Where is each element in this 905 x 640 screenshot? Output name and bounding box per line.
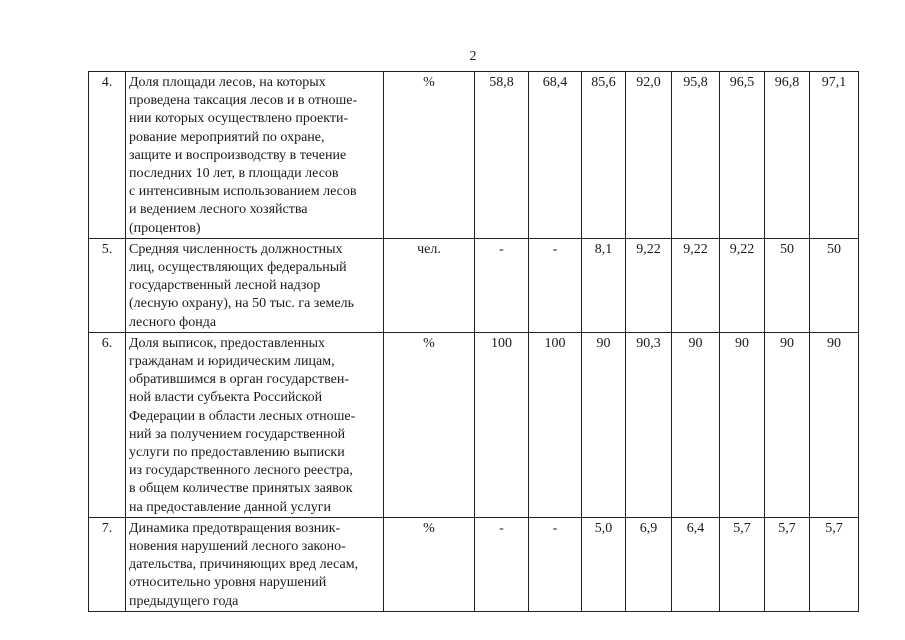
indicator-name-line: ний за получением государственной	[129, 426, 346, 442]
indicator-name	[126, 72, 384, 239]
value-cell: 9,22	[720, 238, 765, 332]
value-cell: 5,7	[720, 517, 765, 611]
indicator-name-line: предыдущего года	[129, 593, 239, 609]
indicator-name	[126, 238, 384, 332]
value-cell: 6,9	[626, 517, 672, 611]
indicator-name-line: (лесную охрану), на 50 тыс. га земель	[129, 296, 354, 312]
table-row	[89, 517, 859, 611]
value-cell: 90	[582, 332, 626, 517]
value-cell: 8,1	[582, 238, 626, 332]
indicator-name-line: Доля площади лесов, на которых	[129, 75, 326, 90]
indicator-name-line: в общем количестве принятых заявок	[129, 481, 353, 497]
value-cell: 96,5	[720, 72, 765, 239]
row-number: 5.	[89, 238, 126, 332]
value-cell: -	[475, 238, 529, 332]
table-row	[89, 72, 859, 239]
indicator-name	[126, 517, 384, 611]
indicator-name-line: государственный лесной надзор	[129, 278, 321, 294]
indicator-name-line: с интенсивным использованием лесов	[129, 184, 357, 200]
indicator-name-line: защите и воспроизводству в течение	[129, 147, 347, 163]
indicator-name-line: обратившимся в орган государствен-	[129, 372, 349, 388]
value-cell: 58,8	[475, 72, 529, 239]
value-cell: -	[529, 517, 582, 611]
row-number: 4.	[89, 72, 126, 239]
indicator-name-line: гражданам и юридическим лицам,	[129, 354, 335, 370]
indicator-name-line: дательства, причиняющих вред лесам,	[129, 557, 359, 573]
value-cell: 85,6	[582, 72, 626, 239]
value-cell: 96,8	[765, 72, 810, 239]
indicator-name-line: новения нарушений лесного законо-	[129, 539, 346, 555]
value-cell: -	[529, 238, 582, 332]
indicator-name-line: проведена таксация лесов и в отноше-	[129, 93, 358, 109]
row-number: 7.	[89, 517, 126, 611]
indicator-name-line: Доля выписок, предоставленных	[129, 335, 326, 351]
value-cell: 9,22	[626, 238, 672, 332]
indicator-name-line: нии которых осуществлено проекти-	[129, 111, 349, 127]
indicator-name-line: на предоставление данной услуги	[129, 499, 331, 515]
value-cell: 6,4	[672, 517, 720, 611]
table-row	[89, 238, 859, 332]
page-number: 2	[469, 49, 477, 64]
indicator-name-line: Федерации в области лесных отноше-	[129, 408, 356, 424]
value-cell: 5,7	[810, 517, 859, 611]
indicator-name	[126, 332, 384, 517]
indicator-name-line: Динамика предотвращения возник-	[129, 520, 341, 536]
value-cell: 68,4	[529, 72, 582, 239]
table-row	[89, 332, 859, 517]
indicators-table	[88, 71, 859, 612]
indicator-name-line: (процентов)	[129, 220, 201, 236]
value-cell: 5,7	[765, 517, 810, 611]
row-number: 6.	[89, 332, 126, 517]
value-cell: 50	[765, 238, 810, 332]
value-cell: 90,3	[626, 332, 672, 517]
value-cell: 90	[720, 332, 765, 517]
value-cell: 90	[672, 332, 720, 517]
value-cell: 50	[810, 238, 859, 332]
indicator-name-line: относительно уровня нарушений	[129, 575, 327, 591]
value-cell: 100	[529, 332, 582, 517]
value-cell: 97,1	[810, 72, 859, 239]
unit-cell: %	[384, 72, 475, 239]
value-cell: 5,0	[582, 517, 626, 611]
indicator-name-line: услуги по предоставлению выписки	[129, 445, 345, 461]
value-cell: 95,8	[672, 72, 720, 239]
indicator-name-line: последних 10 лет, в площади лесов	[129, 166, 339, 182]
indicator-name-line: рование мероприятий по охране,	[129, 129, 325, 145]
indicator-name-line: из государственного лесного реестра,	[129, 463, 353, 479]
value-cell: 92,0	[626, 72, 672, 239]
indicator-name-line: Средняя численность должностных	[129, 241, 343, 257]
value-cell: 90	[810, 332, 859, 517]
value-cell: 9,22	[672, 238, 720, 332]
unit-cell: %	[384, 517, 475, 611]
indicator-name-line: и ведением лесного хозяйства	[129, 202, 308, 218]
unit-cell: %	[384, 332, 475, 517]
value-cell: 100	[475, 332, 529, 517]
indicator-name-line: лесного фонда	[129, 314, 217, 330]
unit-cell: чел.	[384, 238, 475, 332]
value-cell: 90	[765, 332, 810, 517]
value-cell: -	[475, 517, 529, 611]
indicator-name-line: лиц, осуществляющих федеральный	[129, 260, 347, 276]
indicator-name-line: ной власти субъекта Российской	[129, 390, 323, 406]
